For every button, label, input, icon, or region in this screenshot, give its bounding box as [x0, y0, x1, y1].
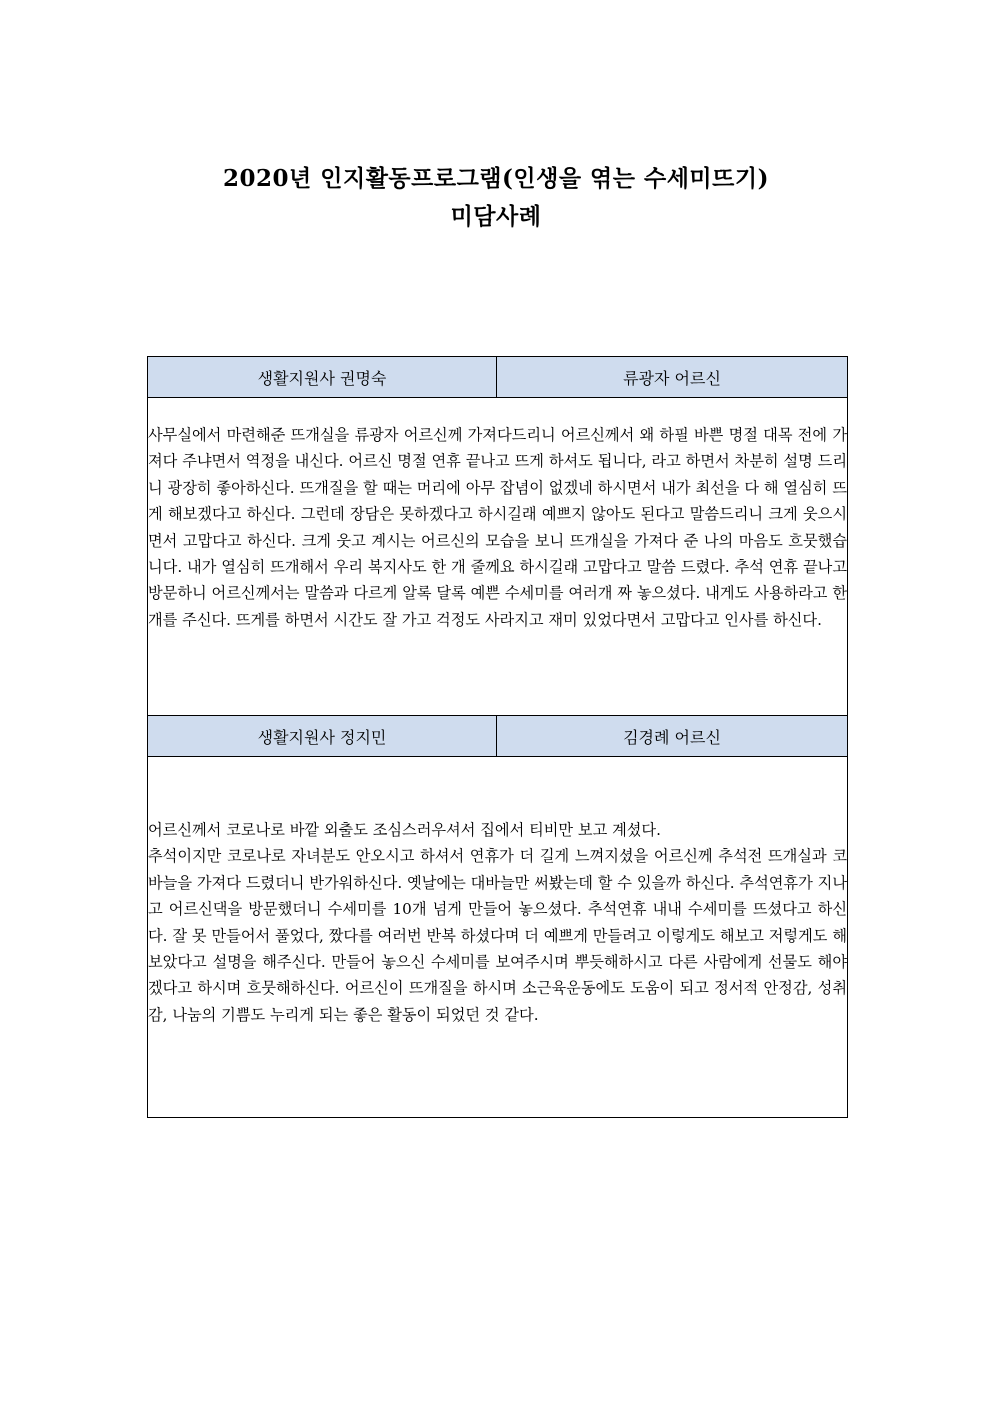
case-1-body-row [148, 398, 848, 716]
case-2-body-row [148, 757, 848, 1118]
case-2-elder: 김경례 어르신 [497, 716, 848, 757]
document-title [0, 160, 992, 236]
case-1-worker: 생활지원사 권명숙 [148, 357, 497, 398]
case-1-elder: 류광자 어르신 [497, 357, 848, 398]
case-1-header-row [148, 357, 848, 398]
title-line-1: 2020년 인지활동프로그램(인생을 엮는 수세미뜨기) [223, 165, 769, 192]
case-2-paragraph-2: 추석이지만 코로나로 자녀분도 안오시고 하셔서 연휴가 더 길게 느껴지셨을 어르신께 추석전 뜨개실과 코바늘을 가져다 드렸더니 반가워하신다. 옛날에는 대바늘만 써봤는데 할 수 있을까 하신다. 추석연휴가 지나고 어르신댁을 방문했더니 수세미를 10개 넘게 만들어 놓으셨다. 추석연휴 내내 수세미를 뜨셨다고 하신다. 잘 못 만들어서 풀었다, 짰다를 여러번 반복 하셨다며 더 예쁘게 만들려고 이렇게도 해보고 저렇게도 해 보았다고 설명을 해주신다. 만들어 놓으신 수세미를 보여주시며 뿌듯해하시고 다른 사람에게 선물도 해야겠다고 하시며 흐뭇해하신다. 어르신이 뜨개질을 하시며 소근육운동에도 도움이 되고 정서적 안정감, 성취감, 나눔의 기쁨도 누리게 되는 좋은 활동이 되었던 것 같다. [148, 847, 847, 1024]
case-table [147, 356, 848, 1118]
case-2-header-row [148, 716, 848, 757]
case-1-paragraph: 사무실에서 마련해준 뜨개실을 류광자 어르신께 가져다드리니 어르신께서 왜 하필 바쁜 명절 대목 전에 가져다 주냐면서 역정을 내신다. 어르신 명절 연휴 끝나고 뜨게 하셔도 됩니다, 라고 하면서 차분히 설명 드리니 광장히 좋아하신다. 뜨개질을 할 때는 머리에 아무 잡념이 없겠네 하시면서 내가 최선을 다 해 열심히 뜨게 해보겠다고 하신다. 그런데 장담은 못하겠다고 하시길래 예쁘지 않아도 된다고 말씀드리니 크게 웃으시면서 고맙다고 하신다. 크게 웃고 계시는 어르신의 모습을 보니 뜨개실을 가져다 준 나의 마음도 흐뭇했습니다. 내가 열심히 뜨개해서 우리 복지사도 한 개 줄께요 하시길래 고맙다고 말씀 드렸다. 추석 연휴 끝나고 방문하니 어르신께서는 말씀과 다르게 알록 달록 예쁜 수세미를 여러개 짜 놓으셨다. 내게도 사용하라고 한 개를 주신다. 뜨게를 하면서 시간도 잘 가고 걱정도 사라지고 재미 있었다면서 고맙다고 인사를 하신다. [148, 426, 847, 629]
case-2-story [148, 757, 848, 1118]
case-1-story [148, 398, 848, 716]
case-2-worker: 생활지원사 정지민 [148, 716, 497, 757]
case-2-paragraph-1: 어르신께서 코로나로 바깥 외출도 조심스러우셔서 집에서 티비만 보고 계셨다. [148, 821, 661, 839]
title-line-2: 미담사례 [450, 203, 542, 230]
